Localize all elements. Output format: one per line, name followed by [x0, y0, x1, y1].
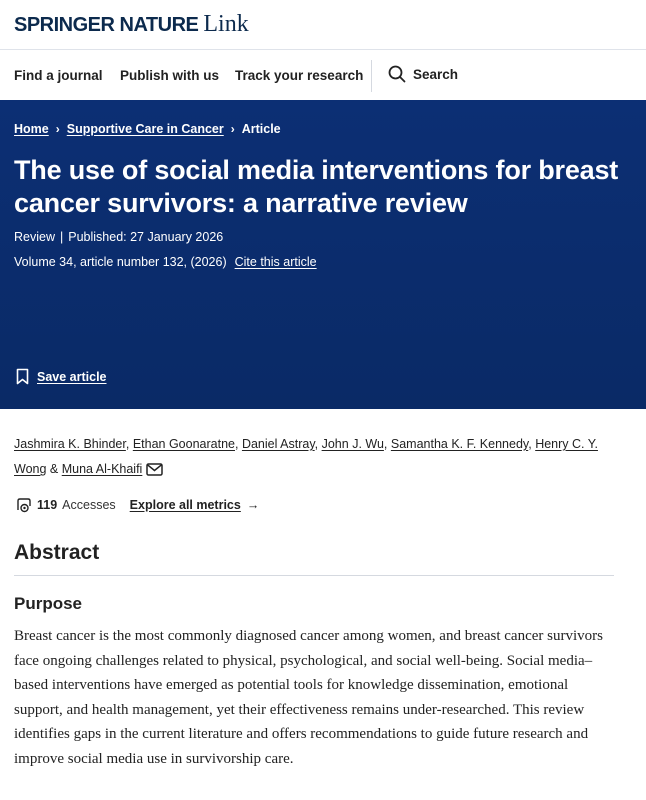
article-title: The use of social media interventions for breast cancer survivors: a narrative review	[14, 155, 619, 218]
published-date: Published: 27 January 2026	[68, 230, 224, 244]
breadcrumb	[14, 122, 281, 136]
breadcrumb-current: Article	[241, 122, 281, 136]
email-icon[interactable]	[146, 460, 163, 485]
purpose-heading: Purpose	[14, 594, 83, 613]
author-link[interactable]: Henry C. Y. Wong	[14, 437, 598, 476]
arrow-right-icon: →	[246, 498, 260, 512]
nav-publish-with-us[interactable]: Publish with us	[120, 68, 220, 83]
save-article-button[interactable]	[16, 368, 107, 385]
author-link[interactable]: Daniel Astray	[241, 437, 315, 451]
author-link[interactable]: Samantha K. F. Kennedy	[390, 437, 529, 451]
author-list: Jashmira K. Bhinder, Ethan Goonaratne, Daniel Astray, John J. Wu, Samantha K. F. Kennedy, Henry C. Y. Wong & Muna Al-Khaifi	[14, 432, 614, 485]
explore-metrics-link[interactable]: Explore all metrics	[129, 498, 241, 512]
nav-track-research[interactable]: Track your research	[235, 68, 364, 83]
author-link[interactable]: Muna Al-Khaifi	[61, 462, 143, 476]
nav-divider	[371, 60, 372, 92]
article-volume-line	[14, 255, 317, 269]
search-label: Search	[413, 66, 459, 82]
volume-info: Volume 34, article number 132, (2026)	[14, 255, 227, 269]
accesses-count: 119	[37, 498, 58, 512]
brand-product: Link	[203, 11, 249, 37]
author-link[interactable]: Jashmira K. Bhinder	[14, 437, 126, 451]
main-nav	[0, 51, 646, 100]
site-header	[0, 0, 646, 50]
search-button[interactable]	[388, 65, 458, 83]
chevron-right-icon: ›	[230, 122, 235, 136]
nav-find-journal[interactable]: Find a journal	[14, 68, 103, 83]
cite-article-link[interactable]: Cite this article	[234, 255, 317, 269]
accesses-icon	[16, 497, 32, 513]
search-icon	[388, 65, 406, 83]
springer-nature-link-logo[interactable]	[14, 11, 249, 37]
breadcrumb-home[interactable]: Home	[14, 122, 49, 136]
author-link[interactable]: Ethan Goonaratne	[132, 437, 235, 451]
article-type-date: Review | Published: 27 January 2026	[14, 230, 224, 244]
breadcrumb-journal[interactable]: Supportive Care in Cancer	[66, 122, 224, 136]
author-link[interactable]: John J. Wu	[321, 437, 384, 451]
article-hero	[0, 100, 646, 409]
divider	[14, 575, 614, 576]
article-metrics	[16, 497, 259, 513]
bookmark-icon	[16, 368, 29, 385]
chevron-right-icon: ›	[55, 122, 60, 136]
abstract-heading: Abstract	[14, 541, 100, 564]
article-type: Review	[14, 230, 55, 244]
brand-name: SPRINGER NATURE	[14, 14, 199, 36]
save-article-label: Save article	[37, 369, 107, 384]
accesses-label: Accesses	[62, 498, 116, 512]
abstract-purpose-text: Breast cancer is the most commonly diagnosed cancer among women, and breast cancer survivors face ongoing challenges related to physical, psychological, and social well-being. Social media–based interventions have emerged as potential tools for knowledge dissemination, emotional support, and health management, yet their effectiveness remains under-researched. This review identifies gaps in the current literature and offers recommendations to guide future research and improve social media use in survivorship care.	[14, 628, 603, 767]
